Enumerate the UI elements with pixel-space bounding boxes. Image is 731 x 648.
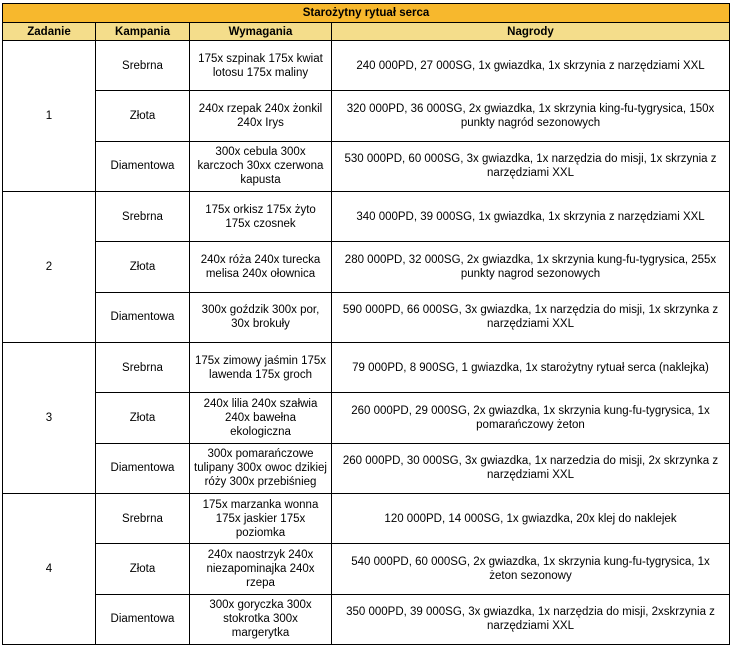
requirements-cell: 175x szpinak 175x kwiat lotosu 175x maliny [190,41,332,91]
table-row [3,292,730,342]
table-title: Starożytny rytuał serca [3,4,730,23]
table-row [3,191,730,241]
header-zadanie: Zadanie [3,23,96,41]
rewards-cell: 240 000PD, 27 000SG, 1x gwiazdka, 1x skrzynia z narzędziami XXL [332,41,730,91]
rewards-cell: 350 000PD, 39 000SG, 3x gwiazdka, 1x narzędzia do misji, 2xskrzynia z narzędziami XXL [332,594,730,644]
campaign-cell: Srebrna [96,41,190,91]
campaign-cell: Srebrna [96,191,190,241]
rewards-cell: 260 000PD, 29 000SG, 2x gwiazdka, 1x skrzynia kung-fu-tygrysica, 1x pomarańczowy żeton [332,393,730,443]
campaign-cell: Złota [96,544,190,594]
campaign-cell: Złota [96,91,190,141]
task-number: 2 [3,191,96,342]
table-row [3,493,730,543]
quest-table [2,3,730,645]
campaign-cell: Diamentowa [96,141,190,191]
table-row [3,443,730,493]
campaign-cell: Diamentowa [96,594,190,644]
rewards-cell: 530 000PD, 60 000SG, 3x gwiazdka, 1x narzędzia do misji, 1x skrzynia z narzędziami XXL [332,141,730,191]
rewards-cell: 590 000PD, 66 000SG, 3x gwiazdka, 1x narzędzia do misji, 1x skrzynka z narzędziami XXL [332,292,730,342]
rewards-cell: 540 000PD, 60 000SG, 2x gwiazdka, 1x skrzynia kung-fu-tygrysica, 1x żeton sezonowy [332,544,730,594]
requirements-cell: 300x pomarańczowe tulipany 300x owoc dzikiej róży 300x przebiśnieg [190,443,332,493]
table-row [3,342,730,392]
rewards-cell: 340 000PD, 39 000SG, 1x gwiazdka, 1x skrzynia z narzędziami XXL [332,191,730,241]
header-nagrody: Nagrody [332,23,730,41]
campaign-cell: Diamentowa [96,443,190,493]
requirements-cell: 175x marzanka wonna 175x jaskier 175x poziomka [190,493,332,543]
requirements-cell: 240x lilia 240x szałwia 240x bawełna ekologiczna [190,393,332,443]
requirements-cell: 175x orkisz 175x żyto 175x czosnek [190,191,332,241]
requirements-cell: 300x goryczka 300x stokrotka 300x margerytka [190,594,332,644]
header-wymagania: Wymagania [190,23,332,41]
task-number: 1 [3,41,96,192]
table-row [3,544,730,594]
campaign-cell: Złota [96,393,190,443]
table-row [3,41,730,91]
header-kampania: Kampania [96,23,190,41]
rewards-cell: 280 000PD, 32 000SG, 2x gwiazdka, 1x skrzynia kung-fu-tygrysica, 255x punkty nagrod sezonowych [332,242,730,292]
task-number: 4 [3,493,96,644]
table-row [3,594,730,644]
requirements-cell: 240x róża 240x turecka melisa 240x ołownica [190,242,332,292]
table-row [3,242,730,292]
requirements-cell: 300x goździk 300x por, 30x brokuły [190,292,332,342]
rewards-cell: 120 000PD, 14 000SG, 1x gwiazdka, 20x klej do naklejek [332,493,730,543]
campaign-cell: Srebrna [96,493,190,543]
requirements-cell: 240x naostrzyk 240x niezapominajka 240x rzepa [190,544,332,594]
table-row [3,141,730,191]
rewards-cell: 320 000PD, 36 000SG, 2x gwiazdka, 1x skrzynia king-fu-tygrysica, 150x punkty nagród sezonowych [332,91,730,141]
campaign-cell: Diamentowa [96,292,190,342]
rewards-cell: 260 000PD, 30 000SG, 3x gwiazdka, 1x narzedzia do misji, 2x skrzynka z narzędziami XXL [332,443,730,493]
campaign-cell: Srebrna [96,342,190,392]
requirements-cell: 240x rzepak 240x żonkil 240x Irys [190,91,332,141]
requirements-cell: 175x zimowy jaśmin 175x lawenda 175x groch [190,342,332,392]
rewards-cell: 79 000PD, 8 900SG, 1 gwiazdka, 1x starożytny rytuał serca (naklejka) [332,342,730,392]
task-number: 3 [3,342,96,493]
table-row [3,91,730,141]
campaign-cell: Złota [96,242,190,292]
requirements-cell: 300x cebula 300x karczoch 30xx czerwona kapusta [190,141,332,191]
table-row [3,393,730,443]
